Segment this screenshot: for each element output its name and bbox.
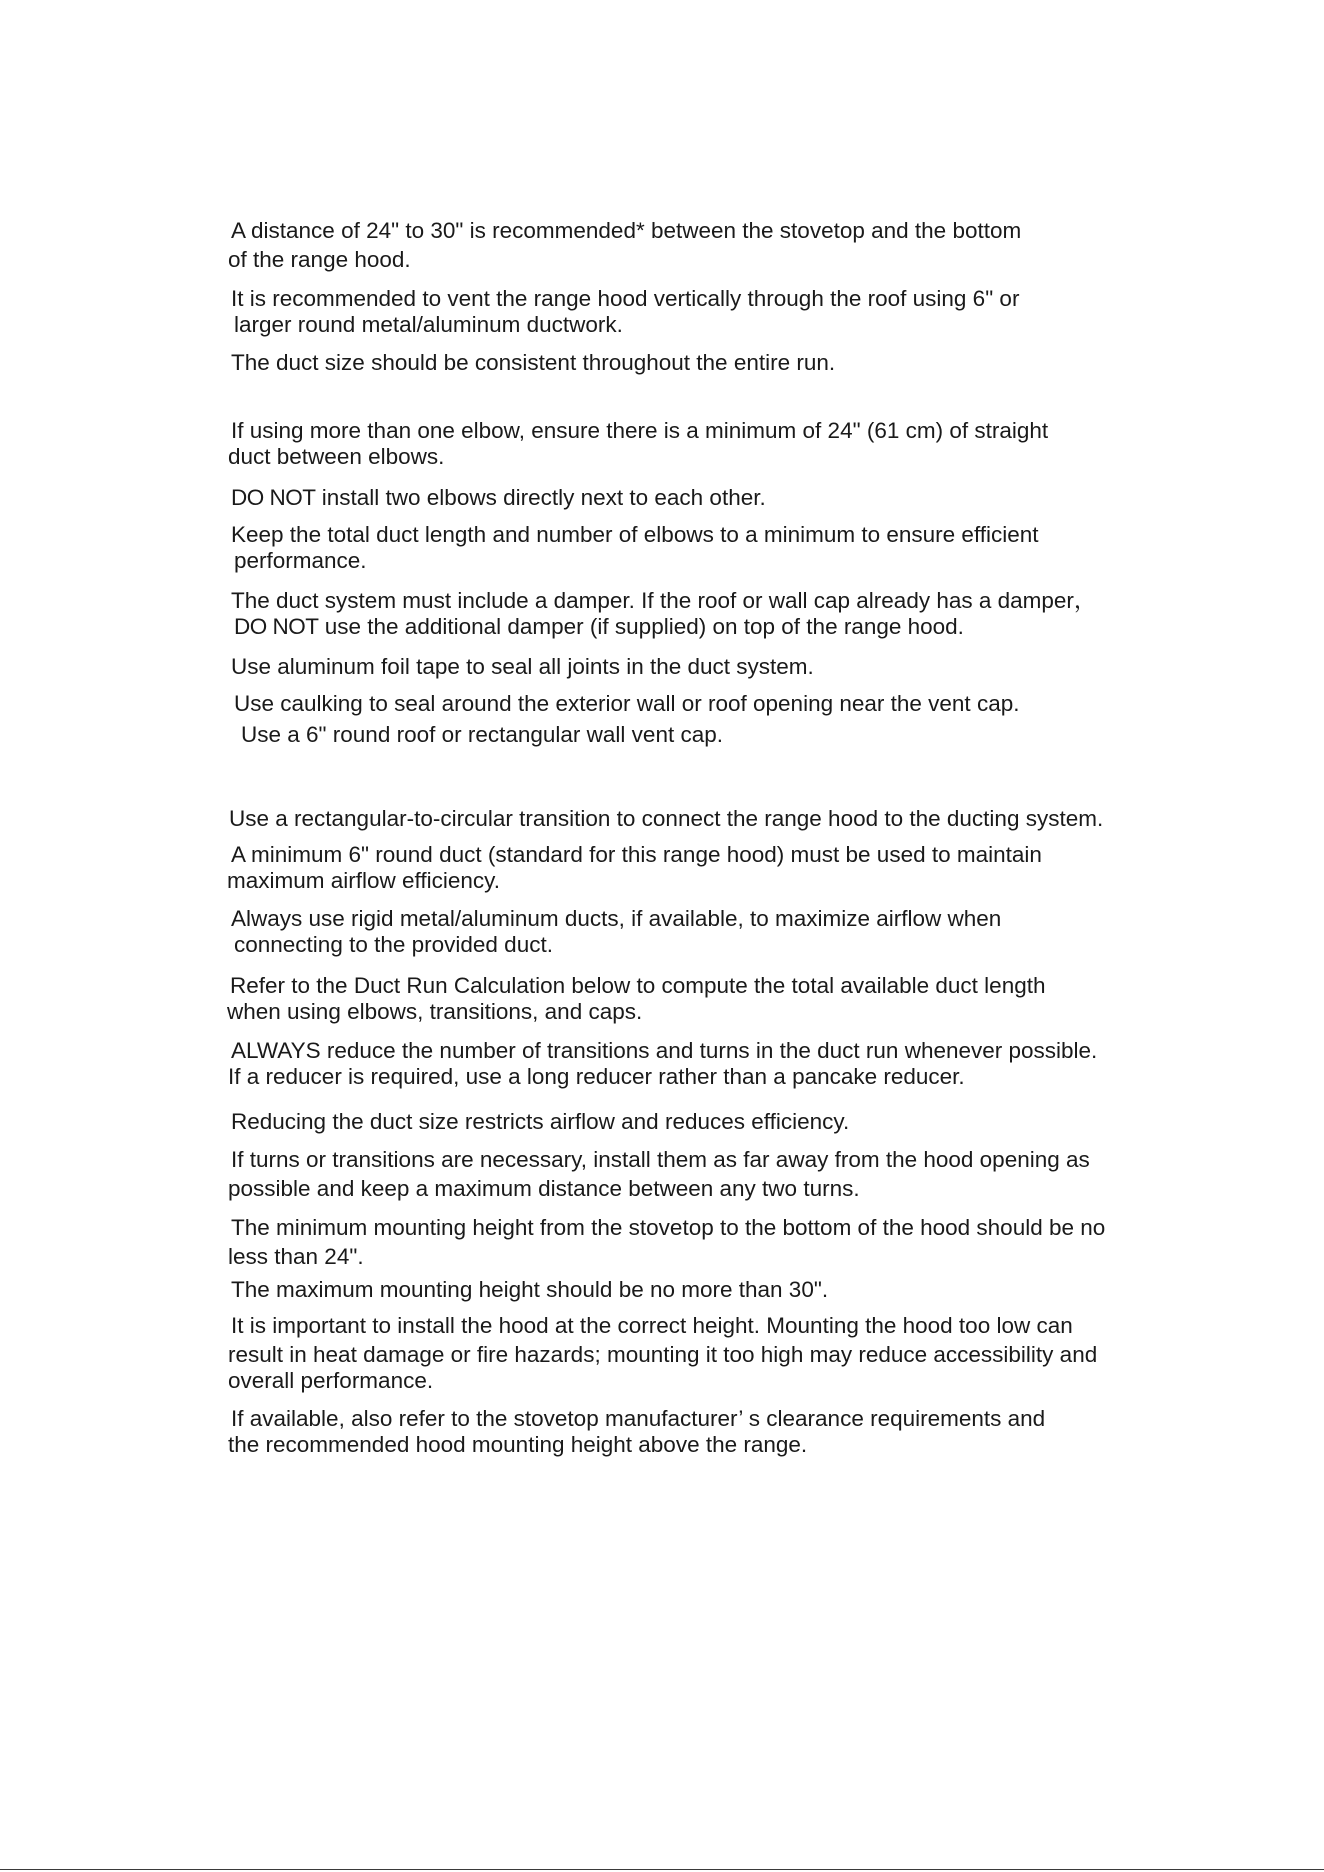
text-line: If turns or transitions are necessary, install them as far away from the hood opening as	[231, 1147, 1090, 1172]
text-line: Reducing the duct size restricts airflow and reduces efficiency.	[231, 1109, 850, 1134]
paragraph-damper	[231, 588, 1096, 640]
do-not-emphasis: DO NOT	[234, 614, 319, 639]
paragraph-no-adjacent-elbows	[231, 485, 766, 511]
page-bottom-rule	[0, 1869, 1324, 1870]
text-line: A minimum 6" round duct (standard for this range hood) must be used to maintain	[231, 842, 1042, 867]
text-line: If available, also refer to the stovetop manufacturer’ s clearance requirements and	[231, 1406, 1046, 1431]
text-line: when using elbows, transitions, and caps.	[227, 999, 643, 1024]
paragraph-duct-run-calculation	[227, 973, 1046, 1025]
text-line: Keep the total duct length and number of elbows to a minimum to ensure efficient	[231, 522, 1039, 547]
text-line: the recommended hood mounting height above the range.	[228, 1432, 808, 1457]
text-line: Use aluminum foil tape to seal all joints in the duct system.	[231, 654, 814, 679]
text-line: ALWAYS reduce the number of transitions and turns in the duct run whenever possible.	[231, 1038, 1098, 1063]
paragraph-minimum-duct	[227, 842, 1042, 894]
text-line: duct between elbows.	[228, 444, 445, 469]
paragraph-maximum-mounting-height	[231, 1277, 828, 1303]
paragraph-vent-cap	[241, 722, 723, 748]
text-line: connecting to the provided duct.	[234, 932, 553, 957]
paragraph-stovetop-clearance	[228, 1406, 1046, 1458]
text-line: of the range hood.	[228, 247, 411, 272]
paragraph-minimize-duct-length	[231, 522, 1039, 574]
text-line: The maximum mounting height should be no more than 30".	[231, 1277, 829, 1302]
text-line: overall performance.	[228, 1368, 434, 1393]
paragraph-foil-tape	[231, 654, 814, 680]
text-line: Use caulking to seal around the exterior wall or roof opening near the vent cap.	[234, 691, 1020, 716]
text-line: performance.	[234, 548, 367, 573]
text-line: larger round metal/aluminum ductwork.	[234, 312, 623, 337]
text-line: The duct system must include a damper. If the roof or wall cap already has a damper，	[231, 588, 1097, 613]
text-line: It is important to install the hood at the correct height. Mounting the hood too low can	[231, 1313, 1073, 1338]
paragraph-elbow-spacing	[228, 418, 1049, 470]
paragraph-rigid-ducts	[231, 906, 1001, 958]
text-line: The minimum mounting height from the stovetop to the bottom of the hood should be no	[231, 1215, 1106, 1240]
text-line: Use a rectangular-to-circular transition to connect the range hood to the ducting system.	[229, 806, 1104, 831]
text-line: possible and keep a maximum distance between any two turns.	[228, 1176, 860, 1201]
paragraph-range-hood-distance	[228, 218, 1022, 273]
paragraph-turns-placement	[228, 1147, 1090, 1202]
text-line: If a reducer is required, use a long reducer rather than a pancake reducer.	[228, 1064, 965, 1089]
text-line: Use a 6" round roof or rectangular wall vent cap.	[241, 722, 723, 747]
text-line: It is recommended to vent the range hood vertically through the roof using 6" or	[231, 286, 1020, 311]
text-segment: install two elbows directly next to each other.	[315, 485, 766, 510]
paragraph-minimum-mounting-height	[228, 1215, 1106, 1270]
text-line: Refer to the Duct Run Calculation below to compute the total available duct length	[230, 973, 1046, 998]
paragraph-reducing-duct-size	[231, 1109, 849, 1135]
paragraph-transition	[229, 806, 1103, 832]
paragraph-reduce-transitions	[228, 1038, 1098, 1090]
text-line: A distance of 24" to 30" is recommended* between the stovetop and the bottom	[231, 218, 1022, 243]
text-line	[234, 614, 1096, 640]
paragraph-correct-height	[228, 1313, 1098, 1394]
paragraph-caulking	[234, 691, 1019, 717]
text-line: maximum airflow efficiency.	[227, 868, 500, 893]
text-line: result in heat damage or fire hazards; mounting it too high may reduce accessibility and	[228, 1342, 1098, 1367]
do-not-emphasis: DO NOT	[231, 485, 316, 510]
text-line	[231, 485, 766, 511]
text-line: less than 24".	[228, 1244, 364, 1269]
text-line: Always use rigid metal/aluminum ducts, if available, to maximize airflow when	[231, 906, 1002, 931]
text-line: If using more than one elbow, ensure there is a minimum of 24" (61 cm) of straight	[231, 418, 1049, 443]
text-line: The duct size should be consistent throughout the entire run.	[231, 350, 836, 375]
text-segment: use the additional damper (if supplied) on top of the range hood.	[318, 614, 964, 639]
paragraph-vent-vertically	[231, 286, 1019, 338]
paragraph-duct-size-consistent	[231, 350, 835, 376]
